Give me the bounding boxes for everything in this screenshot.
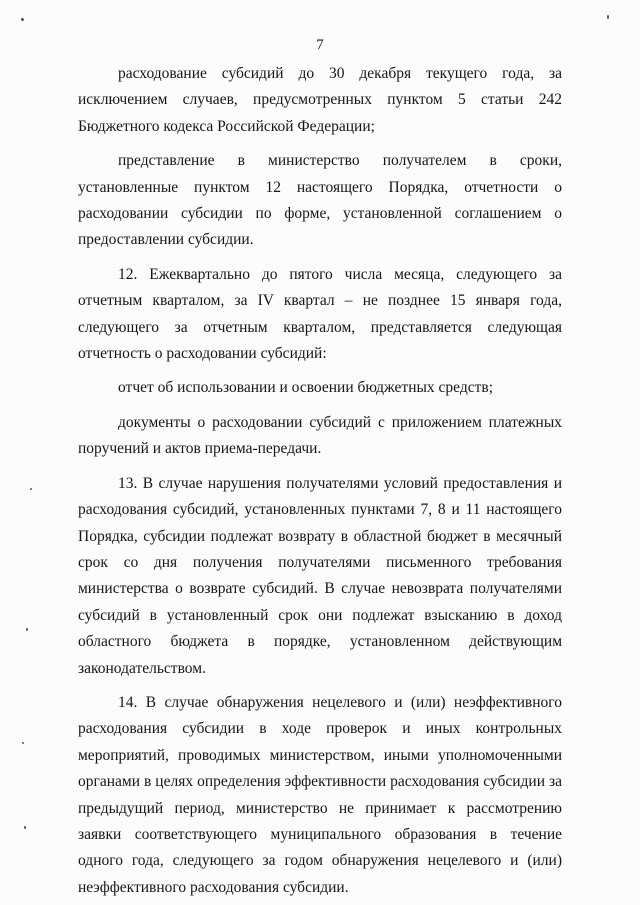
scan-speck: [22, 742, 24, 744]
paragraph-payment-documents: документы о расходовании субсидий с приложением платежных поручений и актов приема-передачи.: [78, 413, 562, 458]
paragraph-item-14: 14. В случае обнаружения нецелевого и (или) неэффективного расходования субсидии в ходе проверок и иных контрольных мероприятий, проводимых министерством, иными уполномоченными органами в целях определения эффективности расходования субсидии за предыдущий период, министерство не принимает к рассмотрению заявки соответствующего муниципального образования в течение одного года, следующего за годом обнаружения нецелевого и (или) неэффективного расходования субсидии.: [78, 693, 562, 896]
scan-speck: [21, 18, 24, 21]
paragraph-item-13: 13. В случае нарушения получателями условий предоставления и расходования субсидий, установленных пунктами 7, 8 и 11 настоящего Порядка, субсидии подлежат возврату в областной бюджет в месячный срок со дня получения получателями письменного требования министерства о возврате субсидий. В случае невозврата получателями субсидий в установленный срок они подлежат взысканию в доход областного бюджета в порядке, установленном действующим законодательством.: [78, 474, 562, 677]
document-body: [78, 61, 562, 901]
paragraph-item-12: 12. Ежеквартально до пятого числа месяца, следующего за отчетным кварталом, за IV квартал – не позднее 15 января года, следующего за отчетным кварталом, представляется следующая отчетность о расходовании субсидий:: [78, 265, 562, 363]
paragraph-gap: [78, 682, 562, 690]
paragraph-gap: [78, 463, 562, 471]
paragraph-gap: [78, 254, 562, 262]
paragraph-expenditure-deadline: расходование субсидий до 30 декабря текущего года, за исключением случаев, предусмотренных пунктом 5 статьи 242 Бюджетного кодекса Российской Федерации;: [78, 65, 562, 135]
paragraph-reporting-submission: представление в министерство получателем в сроки, установленные пунктом 12 настоящего Порядка, отчетности о расходовании субсидии по форме, установленной соглашением о предоставлении субсидии.: [78, 152, 562, 249]
scan-speck: [607, 15, 609, 19]
scan-speck: [26, 628, 28, 631]
page-number: 7: [316, 37, 324, 53]
scan-speck: [24, 826, 26, 829]
paragraph-gap: [78, 140, 562, 148]
paragraph-budget-report: отчет об использовании и освоении бюджетных средств;: [118, 379, 494, 397]
paragraph-gap: [78, 367, 562, 375]
scan-speck: [30, 488, 32, 490]
paragraph-gap: [78, 402, 562, 410]
